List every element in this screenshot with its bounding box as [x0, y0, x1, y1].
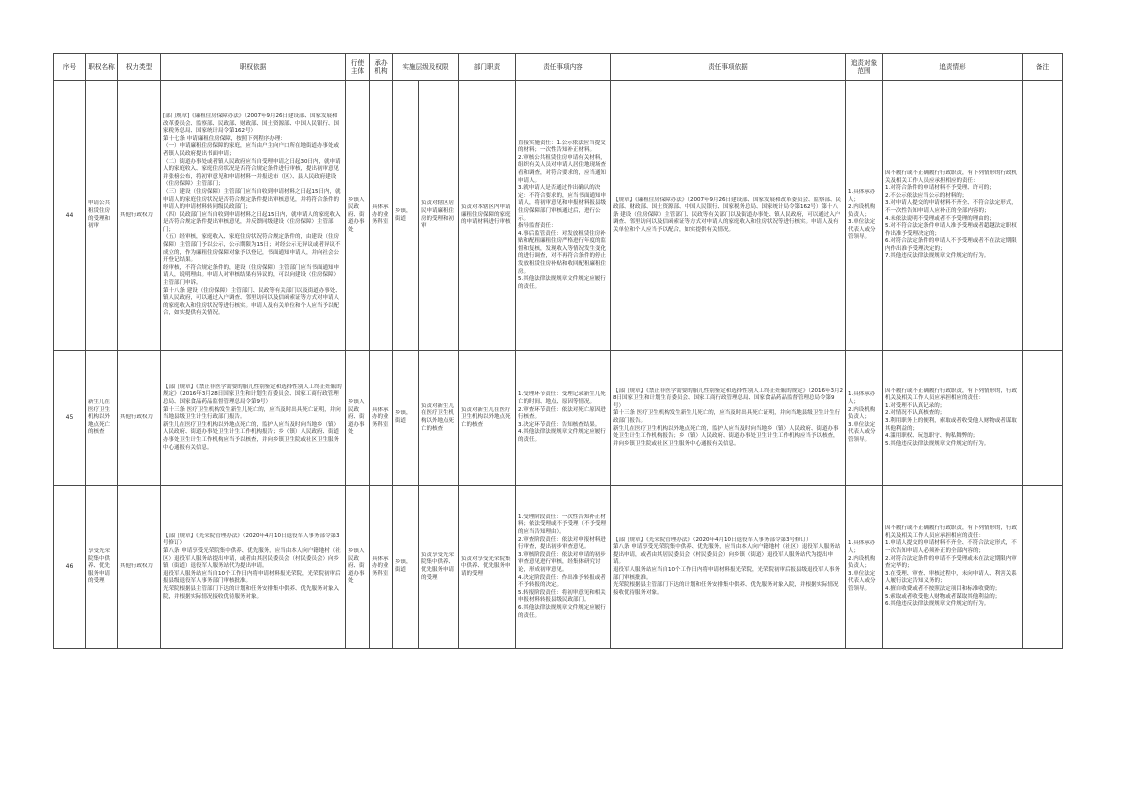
responsibility-content: 直接实施责任：1.公示依法应当提交的材料；一次性告知补正材料。 2.审核公共租赁住房申请有关材料，组织有关人员对申请人居住地现场查看和调查，对符合要求的，应当通知申请人。 3.就申请人是否通过作出确认的决定：不符合要求的，应当书面通知申请人，将初审意见和申报材料报县级住房保障部门审核通过后，进行公示。 指导监督责任： 4.事后监管责任：对发放租赁住房补贴和配租廉租住房严格进行年度的监督和复核，发现收入等情况发生变化的进行调查，对不再符合条件的停止发放租赁住房补贴和收回配租廉租住房。 5.其他法律法规规章文件规定应履行的责任。 — [516, 81, 611, 351]
header-content-basis: 责任事项依据 — [611, 54, 846, 81]
row-number: 45 — [54, 351, 86, 486]
accountable-scope: 1.具体承办人； 2.内设机构负责人； 3.单位法定代表人或分管领导。 — [846, 81, 883, 351]
header-situations: 追责情形 — [883, 54, 1023, 81]
implementation-level: 乡镇，街道 — [393, 351, 419, 486]
power-name: 享受光荣院集中供养、优先服务申请的受理 — [86, 486, 118, 649]
header-basis: 职权依据 — [161, 54, 346, 81]
header-no: 序号 — [54, 54, 86, 81]
table-header-row — [54, 54, 1063, 81]
remark-cell — [1023, 351, 1063, 486]
accountability-situations: 因不履行或不正确履行行政职责，有下列情形的，行政机关及相关工作人员应承担相应的责任： 1.申请人提交的申请材料不齐全、不符合法定形式，不一次告知申请人必须补正的全部内容的； 2.对符合法定条件的申请不予受理或未在法定期限内审查完毕的； 3.在受理、审查、审核过程中，未向申请人、利害关系人履行法定告知义务的； 4.擅自收费或者不按照法定项目和标准收费的； 5.索取或者收受他人财物或者谋取其他利益的； 6.其他违反法律法规规章文件规定的行为。 — [883, 486, 1023, 649]
responsibility-basis: 【部门规章】《光荣院管理办法》（2020年4月10日退役军人事务部令第3号修订） 第八条 申请享受光荣院集中供养、优先服务，应当由本人向户籍地村（社区）退役军人服务站提出申请，或者由其居民委员会（村民委员会）向乡镇（街道）退役军人服务站代为提出申请。 退役军人服务站应当自10个工作日内将申请材料报光荣院，光荣院初审后报县级退役军人事务部门审核批准。 光荣院根据县主管部门下达的计划和任务安排集中供养、优先服务对象入院，并根据实际情况接收优待服务对象。 — [611, 486, 846, 649]
implementation-level: 乡镇，街道 — [393, 486, 419, 649]
power-name: 申请公共租赁住房的受理和初审 — [86, 81, 118, 351]
handling-agency: 具体承办的业务科室 — [370, 81, 393, 351]
implementation-level: 乡镇，街道 — [393, 81, 419, 351]
responsibility-content: 1.受理阶段责任：一次性告知补正材料；依法受理或不予受理（不予受理的应当告知理由）。 2.审查阶段责任：依法对申报材料进行审查，提出初步审查意见。 3.审核阶段责任：依法对申请的初步审查意见进行审核，经集体研究讨论，形成初审意见。 4.决定阶段责任：作出准予转报或者不予转报的决定。 5.转报阶段责任：将初审意见和相关申报材料转报县级民政部门。 6.其他法律法规规章文件规定应履行的责任。 — [516, 486, 611, 649]
table-row — [54, 81, 1063, 351]
header-accountable: 追责对象范围 — [846, 54, 883, 81]
header-subject: 行使主体 — [346, 54, 370, 81]
power-type: 其他行政权力 — [118, 486, 161, 649]
table-row — [54, 351, 1063, 486]
header-type: 权力类型 — [118, 54, 161, 81]
row-number: 46 — [54, 486, 86, 649]
power-type: 其他行政权力 — [118, 81, 161, 351]
power-name: 新生儿在医疗卫生机构以外地点死亡的核查 — [86, 351, 118, 486]
executing-subject: 乡镇人民政府、街道办事处 — [346, 486, 370, 649]
responsibility-basis: 【规章】《廉租住房保障办法》（2007年9月26日建设部、国家发展和改革委员会、监察部、民政部、财政部、国土资源部、中国人民银行、国家税务总局、国家统计局令第162号）第十八条 建设（住房保障）主管部门、民政等有关部门以及街道办事处、镇人民政府，可以通过入户调查、邻里访问以及信函索证等方式对申请人的家庭收入和住房状况等进行核实。申请人及有关单位和个人应当予以配合，如实提供有关情况。 — [611, 81, 846, 351]
power-basis: [部门规章]《廉租住房保障办法》（2007年9月26日建设部、国家发展和改革委员会、监察部、民政部、财政部、国土资源部、中国人民银行、国家税务总局、国家统计局令第162号） 第十七条 申请廉租住房保障，按照下列程序办理： （一）申请廉租住房保障的家庭，应当由户主向户口所在地街道办事处或者镇人民政府提出书面申请； （二）街道办事处或者镇人民政府应当自受理申请之日起30日内，就申请人的家庭收入、家庭住房状况是否符合规定条件进行审核，提出初审意见并张榜公布，将初审意见和申请材料一并报送市（区）、县人民政府建设（住房保障）主管部门； （三）建设（住房保障）主管部门应当自收到申请材料之日起15日内，就申请人的家庭住房状况是否符合规定条件提出审核意见，并将符合条件的申请人的申请材料转同级民政部门； （四）民政部门应当自收到申请材料之日起15日内，就申请人的家庭收入是否符合规定条件提出审核意见，并反馈同级建设（住房保障）主管部门； （五）经审核，家庭收入、家庭住房状况符合规定条件的，由建设（住房保障）主管部门予以公示，公示期限为15日；对经公示无异议或者异议不成立的，作为廉租住房保障对象予以登记，书面通知申请人，并向社会公开登记结果。 经审核，不符合规定条件的，建设（住房保障）主管部门应当书面通知申请人，说明理由。申请人对审核结果有异议的，可以向建设（住房保障）主管部门申诉。 第十八条 建设（住房保障）主管部门、民政等有关部门以及街道办事处、镇人民政府，可以通过入户调查、邻里访问以及信函索证等方式对申请人的家庭收入和住房状况等进行核实。申请人及有关单位和个人应当予以配合，如实提供有关情况。 — [161, 81, 346, 351]
executing-subject: 乡镇人民政府、街道办事处 — [346, 81, 370, 351]
handling-agency: 具体承办的业务科室 — [370, 486, 393, 649]
accountable-scope: 1.具体承办人； 2.内设机构负责人； 3.单位法定代表人或分管领导。 — [846, 351, 883, 486]
accountability-situations: 因不履行或不正确履行行政职责，有下列情形的行政机关及相关工作人员应承担相应的责任： 1.对符合条件的申请材料不予受理、许可的； 2.不公示依法应当公示的材料的； 3.对申请人提交的申请材料不齐全、不符合法定形式，不一次性告知申请人应补正的全部内容的； 4.未依法说明不受理或者不予受理的理由的； 5.对不符合法定条件申请人准予受理或者超越法定职权作出准予受理决定的； 6.对符合法定条件的申请人不予受理或者不在法定期限内作出准予受理决定的； 7.其他违反法律法规规章文件规定的行为。 — [883, 81, 1023, 351]
header-agency: 承办机构 — [370, 54, 393, 81]
duty-list-table — [53, 53, 1063, 649]
header-duty: 部门职责 — [459, 54, 516, 81]
department-duty: 负责对本辖区内申请廉租住房保障的家庭的申请材料进行审核 — [459, 81, 516, 351]
header-level: 实施层级及权限 — [393, 54, 459, 81]
row-number: 44 — [54, 81, 86, 351]
implementation-scope: 负责对辖区居民申请廉租住房的受理和初审 — [419, 81, 459, 351]
table-row — [54, 486, 1063, 649]
responsibility-basis: 【部门规章】《禁止非医学需要的胎儿性别鉴定和选择性别人工终止妊娠的规定》（2016年3月28日国家卫生和计划生育委员会、国家工商行政管理总局、国家食品药品监督管理总局令第9号） 第十三条 医疗卫生机构发生新生儿死亡的，应当及时出具死亡证明，并向当地县级卫生计生行政部门报告。 新生儿在医疗卫生机构以外地点死亡的，监护人应当及时向当地乡（镇）人民政府、街道办事处卫生计生工作机构报告；乡（镇）人民政府、街道办事处卫生计生工作机构应当予以核查，并向乡镇卫生院或社区卫生服务中心通报有关信息。 — [611, 351, 846, 486]
accountability-situations: 因不履行或不正确履行行政职责，有下列情形的，行政机关及相关工作人员应承担相应的责任： 1.对受理不认真记录的； 2.对情况不认真核查的； 3.利用职务上的便利，索取或者收受他人财物或者谋取其他利益的； 4.滥用职权、玩忽职守、徇私舞弊的； 5.其他违反法律法规规章文件规定的行为。 — [883, 351, 1023, 486]
implementation-scope: 负责享受光荣院集中供养、优先服务申请的受理 — [419, 486, 459, 649]
executing-subject: 乡镇人民政府、街道办事处 — [346, 351, 370, 486]
power-basis: 【部门规章】《光荣院管理办法》（2020年4月10日退役军人事务部令第3号修订） 第八条 申请享受光荣院集中供养、优先服务，应当由本人向户籍地村（社区）退役军人服务站提出申请，或者由其居民委员会（村民委员会）向乡镇（街道）退役军人服务站代为提出申请。 退役军人服务站应当自10个工作日内将申请材料报光荣院，光荣院初审后报县级退役军人事务部门审核批准。 光荣院根据县主管部门下达的计划和任务安排集中供养、优先服务对象入院，并根据实际情况接收优待服务对象。 — [161, 486, 346, 649]
handling-agency: 具体承办的业务科室 — [370, 351, 393, 486]
department-duty: 负责对享受光荣院集中供养、优先服务申请的受理 — [459, 486, 516, 649]
power-type: 其他行政权力 — [118, 351, 161, 486]
header-name: 职权名称 — [86, 54, 118, 81]
department-duty: 负责对新生儿在医疗卫生机构以外地点死亡的核查 — [459, 351, 516, 486]
remark-cell — [1023, 81, 1063, 351]
power-basis: 【部门规章】《禁止非医学需要的胎儿性别鉴定和选择性别人工终止妊娠的规定》（2016年3月28日国家卫生和计划生育委员会、国家工商行政管理总局、国家食品药品监督管理总局令第9号） 第十三条 医疗卫生机构发生新生儿死亡的，应当及时出具死亡证明，并向当地县级卫生计生行政部门报告。 新生儿在医疗卫生机构以外地点死亡的，监护人应当及时向当地乡（镇）人民政府、街道办事处卫生计生工作机构报告；乡（镇）人民政府、街道办事处卫生计生工作机构应当予以核查，并向乡镇卫生院或社区卫生服务中心通报有关信息。 — [161, 351, 346, 486]
header-remark: 备注 — [1023, 54, 1063, 81]
implementation-scope: 负责对新生儿在医疗卫生机构以外地点死亡的核查 — [419, 351, 459, 486]
header-content: 责任事项内容 — [516, 54, 611, 81]
remark-cell — [1023, 486, 1063, 649]
accountable-scope: 1.具体承办人； 2.内设机构负责人； 3.单位法定代表人或分管领导。 — [846, 486, 883, 649]
responsibility-content: 1.受理环节责任：受理记录新生儿死亡的时间、地点、原因等情况。 2.审查环节责任：依法对死亡原因进行核查。 3.决定环节责任：告知核查结果。 4.其他法律法规规章文件规定应履行的责任。 — [516, 351, 611, 486]
